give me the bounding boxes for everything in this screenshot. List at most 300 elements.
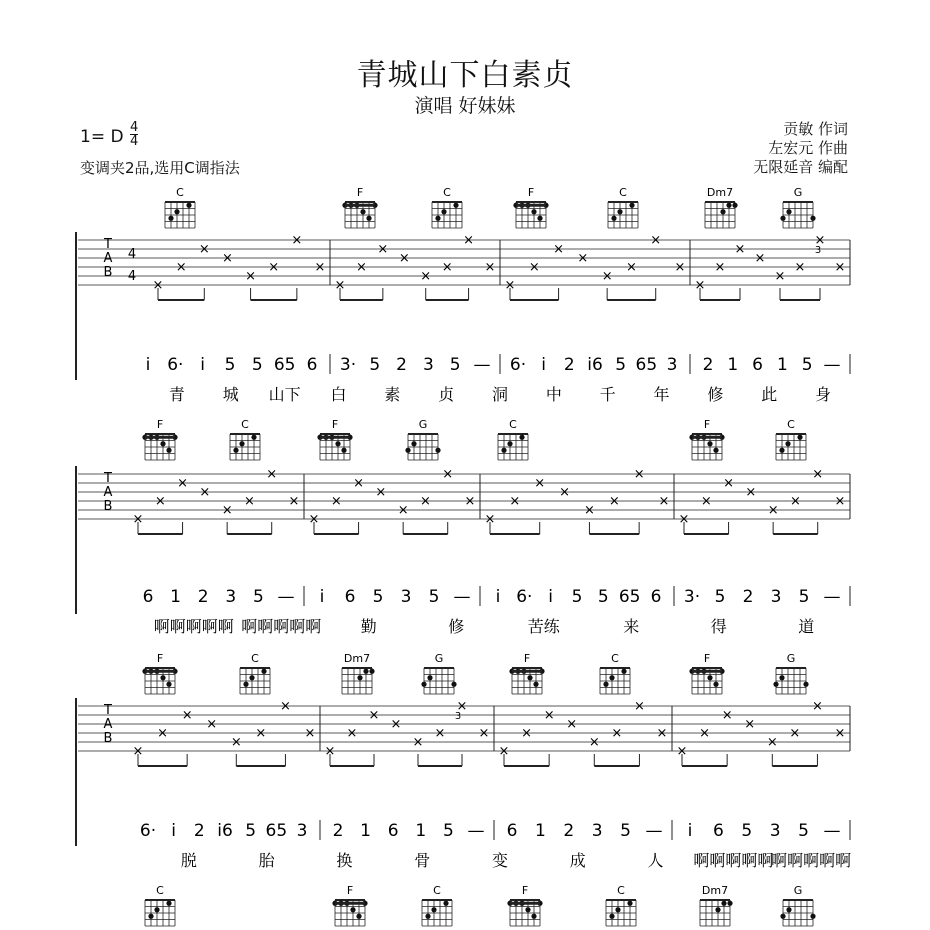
tab-note: × xyxy=(478,726,490,741)
tab-note: × xyxy=(521,726,533,741)
lyric-syllable: 变 xyxy=(491,851,509,870)
jianpu-note: 5 xyxy=(224,355,236,375)
tab-note: × xyxy=(553,242,565,257)
chord-dot xyxy=(720,209,725,214)
tab-note: × xyxy=(268,260,280,275)
chord-dot xyxy=(713,448,718,453)
chord-name: Dm7 xyxy=(706,186,734,199)
tab-note: × xyxy=(658,494,670,509)
tab-clef-letter: A xyxy=(103,717,113,732)
tab-note: × xyxy=(346,726,358,741)
tab-note: × xyxy=(175,260,187,275)
chord-name: F xyxy=(523,652,531,665)
chord-dot xyxy=(435,448,440,453)
chord-dot xyxy=(780,216,785,221)
chord-dot xyxy=(519,435,524,440)
song-subtitle: 演唱 好妹妹 xyxy=(414,95,516,117)
jianpu-note: — xyxy=(277,587,295,607)
jianpu-note: 5 xyxy=(741,821,753,841)
tab-note: × xyxy=(420,269,432,284)
chord-dot xyxy=(369,669,374,674)
jianpu-note: 6 xyxy=(506,821,518,841)
jianpu-note: 6· xyxy=(139,821,157,841)
chord-dot xyxy=(431,907,436,912)
tab-note: × xyxy=(398,251,410,266)
song-title: 青城山下白素贞 xyxy=(356,58,574,93)
chord-name: C xyxy=(617,884,625,897)
jianpu-note: 2 xyxy=(193,821,205,841)
jianpu-note: 3 xyxy=(769,821,781,841)
chord-dot xyxy=(797,435,802,440)
tab-note: × xyxy=(566,717,578,732)
chord-dot xyxy=(360,209,365,214)
tab-note: × xyxy=(377,242,389,257)
chord-name: C xyxy=(251,652,259,665)
chord-dot xyxy=(732,203,737,208)
chord-name: C xyxy=(433,884,441,897)
chord-dot xyxy=(168,216,173,221)
chord-dot xyxy=(779,448,784,453)
tab-note: × xyxy=(334,278,346,293)
chord-dot xyxy=(186,203,191,208)
chord-dot xyxy=(148,914,153,919)
tab-note: × xyxy=(330,494,342,509)
tab-note: × xyxy=(678,512,690,527)
tab-clef-letter: A xyxy=(103,251,113,266)
lyric-syllable: 啊啊啊啊啊 xyxy=(241,617,322,636)
chord-dot xyxy=(786,907,791,912)
chord-dot xyxy=(261,669,266,674)
chord-name: F xyxy=(346,884,354,897)
jianpu-note: 5 xyxy=(369,355,381,375)
chord-dot xyxy=(411,441,416,446)
chord-name: C xyxy=(611,652,619,665)
tab-note: × xyxy=(412,735,424,750)
tab-note: × xyxy=(509,494,521,509)
chord-dot xyxy=(609,675,614,680)
jianpu-note: 3 xyxy=(225,587,237,607)
chord-name: C xyxy=(787,418,795,431)
tab-note: × xyxy=(154,494,166,509)
tab-note: × xyxy=(583,503,595,518)
tab-note: × xyxy=(221,251,233,266)
tab-clef-letter: T xyxy=(104,237,112,252)
lyric-syllable: 年 xyxy=(653,385,670,404)
chord-name: Dm7 xyxy=(701,884,729,897)
tab-note: × xyxy=(789,726,801,741)
jianpu-note: 1 xyxy=(727,355,739,375)
jianpu-note: 2 xyxy=(563,821,575,841)
tab-note: × xyxy=(308,512,320,527)
jianpu-note: 5 xyxy=(801,355,813,375)
tab-note: × xyxy=(734,242,746,257)
lyric-syllable: 人 xyxy=(647,851,664,870)
tab-note: × xyxy=(419,494,431,509)
tab-note: × xyxy=(355,260,367,275)
chord-name: G xyxy=(434,652,444,665)
chord-dot xyxy=(363,669,368,674)
jianpu-note: 6· xyxy=(516,587,533,607)
chord-dot xyxy=(249,675,254,680)
tab-note: × xyxy=(199,485,211,500)
tab-note: × xyxy=(577,251,589,266)
tab-time-sig: 4 xyxy=(127,269,137,284)
chord-dot xyxy=(715,907,720,912)
tab-note: × xyxy=(266,467,278,482)
chord-name: G xyxy=(418,418,428,431)
tab-note: × xyxy=(132,512,144,527)
jianpu-note: 3· xyxy=(683,587,701,607)
chord-dot xyxy=(527,675,532,680)
chord-dot xyxy=(357,675,362,680)
tab-clef-letter: A xyxy=(103,485,113,500)
chord-dot xyxy=(154,907,159,912)
jianpu-note: i xyxy=(687,821,693,841)
jianpu-note: 6 xyxy=(650,587,662,607)
chord-dot xyxy=(609,914,614,919)
chord-dot xyxy=(627,901,632,906)
chord-dot xyxy=(537,216,542,221)
jianpu-note: 2 xyxy=(197,587,209,607)
chord-dot xyxy=(773,682,778,687)
tab-note: × xyxy=(314,260,326,275)
chord-name: F xyxy=(331,418,339,431)
tab-note: × xyxy=(694,278,706,293)
chord-name: F xyxy=(356,186,364,199)
tab-note: × xyxy=(279,699,291,714)
chord-dot xyxy=(174,209,179,214)
jianpu-note: 5 xyxy=(571,587,583,607)
lyric-syllable: 贞 xyxy=(438,385,455,404)
jianpu-note: 6 xyxy=(142,587,154,607)
jianpu-note: 65 xyxy=(265,821,288,841)
jianpu-note: 5 xyxy=(798,821,810,841)
jianpu-note: 1 xyxy=(415,821,427,841)
jianpu-note: — xyxy=(823,587,841,607)
jianpu-note: 5 xyxy=(714,587,726,607)
chord-dot xyxy=(533,682,538,687)
chord-dot xyxy=(427,675,432,680)
tab-note: × xyxy=(288,494,300,509)
tab-note: × xyxy=(723,476,735,491)
lyric-syllable: 千 xyxy=(599,385,616,404)
lyric-syllable: 青 xyxy=(168,385,185,404)
chord-dot xyxy=(251,435,256,440)
tab-note: × xyxy=(463,233,475,248)
tab-note: × xyxy=(676,744,688,759)
tab-clef-letter: B xyxy=(103,731,113,746)
chord-name: F xyxy=(156,652,164,665)
chord-dot xyxy=(727,901,732,906)
chord-dot xyxy=(435,216,440,221)
chord-dot xyxy=(356,914,361,919)
chord-dot xyxy=(713,682,718,687)
jianpu-note: 5 xyxy=(372,587,384,607)
tab-note: × xyxy=(812,467,824,482)
lyric-syllable: 换 xyxy=(336,851,353,870)
lyric-syllable: 来 xyxy=(623,617,640,636)
jianpu-note: 5 xyxy=(442,821,454,841)
jianpu-note: i xyxy=(541,355,547,375)
tab-note: × xyxy=(498,744,510,759)
jianpu-note: i6 xyxy=(587,355,603,375)
chord-dot xyxy=(425,914,430,919)
jianpu-note: 6· xyxy=(509,355,527,375)
tab-note: × xyxy=(221,503,233,518)
tab-note: × xyxy=(132,744,144,759)
chord-dot xyxy=(166,448,171,453)
jianpu-note: 3 xyxy=(296,821,308,841)
chord-dot xyxy=(707,675,712,680)
chord-dot xyxy=(525,907,530,912)
jianpu-note: 5 xyxy=(449,355,461,375)
tab-note: × xyxy=(198,242,210,257)
lyric-syllable: 道 xyxy=(798,617,815,636)
chord-dot xyxy=(166,682,171,687)
chord-name: F xyxy=(156,418,164,431)
chord-dot xyxy=(615,907,620,912)
jianpu-note: 6 xyxy=(387,821,399,841)
tab-note: × xyxy=(588,735,600,750)
tab-note: × xyxy=(601,269,613,284)
jianpu-note: 2 xyxy=(742,587,754,607)
jianpu-note: 2 xyxy=(702,355,714,375)
chord-name: F xyxy=(527,186,535,199)
tab-note: × xyxy=(611,726,623,741)
tab-note: × xyxy=(766,735,778,750)
tab-clef-letter: B xyxy=(103,265,113,280)
chord-dot xyxy=(166,901,171,906)
tab-note: × xyxy=(656,726,668,741)
chord-dot xyxy=(341,448,346,453)
tab-note: × xyxy=(181,708,193,723)
tab-note: × xyxy=(434,726,446,741)
lyric-syllable: 啊啊啊啊啊 xyxy=(153,617,234,636)
lyric-syllable: 身 xyxy=(815,385,832,404)
tab-clef-letter: B xyxy=(103,499,113,514)
tab-note: × xyxy=(625,260,637,275)
jianpu-note: i xyxy=(495,587,501,607)
jianpu-note: 6 xyxy=(752,355,764,375)
time-signature: $\frac{4}{4}$ xyxy=(130,120,139,149)
chord-dot xyxy=(611,216,616,221)
chord-name: G xyxy=(793,884,803,897)
jianpu-note: i xyxy=(171,821,177,841)
lyric-syllable: 此 xyxy=(761,385,778,404)
lyric-syllable: 啊啊啊啊啊 xyxy=(693,851,774,870)
tab-note: × xyxy=(441,260,453,275)
jianpu-note: 5 xyxy=(615,355,627,375)
chord-name: G xyxy=(793,186,803,199)
jianpu-note: — xyxy=(823,821,841,841)
tab-note: × xyxy=(243,494,255,509)
chord-name: F xyxy=(703,652,711,665)
jianpu-note: 2 xyxy=(563,355,575,375)
jianpu-note: 6· xyxy=(167,355,184,375)
chord-dot xyxy=(603,682,608,687)
tab-note: × xyxy=(789,494,801,509)
chord-name: F xyxy=(521,884,529,897)
chord-dot xyxy=(451,682,456,687)
chord-dot xyxy=(421,682,426,687)
chord-dot xyxy=(779,675,784,680)
tab-time-sig: 4 xyxy=(127,247,137,262)
lyric-syllable: 中 xyxy=(545,385,562,404)
jianpu-note: i xyxy=(200,355,206,375)
jianpu-note: 2 xyxy=(332,821,344,841)
capo-note: 变调夹2品,选用C调指法 xyxy=(80,159,240,177)
tab-note: × xyxy=(353,476,365,491)
jianpu-note: 3 xyxy=(422,355,434,375)
jianpu-note: 2 xyxy=(396,355,408,375)
chord-name: C xyxy=(156,884,164,897)
chord-dot xyxy=(803,682,808,687)
tab-note: × xyxy=(608,494,620,509)
lyric-syllable: 素 xyxy=(384,385,401,404)
tab-note: × xyxy=(534,476,546,491)
tab-fret-number: 3 xyxy=(814,245,822,256)
tab-note: × xyxy=(157,726,169,741)
tab-note: × xyxy=(814,233,826,248)
lyric-syllable: 城 xyxy=(222,385,239,404)
jianpu-note: 5 xyxy=(251,355,263,375)
tab-note: × xyxy=(304,726,316,741)
chord-dot xyxy=(160,675,165,680)
chord-dot xyxy=(810,914,815,919)
jianpu-note: 5 xyxy=(245,821,257,841)
chord-dot xyxy=(453,203,458,208)
tab-note: × xyxy=(744,717,756,732)
tab-clef-letter: T xyxy=(104,471,112,486)
tab-note: × xyxy=(397,503,409,518)
lyricist-credit: 贡敏 作词 xyxy=(783,120,848,138)
jianpu-note: 6 xyxy=(712,821,724,841)
tab-note: × xyxy=(206,717,218,732)
tab-note: × xyxy=(456,699,468,714)
jianpu-note: 5 xyxy=(597,587,609,607)
chord-dot xyxy=(785,441,790,446)
tab-note: × xyxy=(794,260,806,275)
chord-name: Dm7 xyxy=(343,652,371,665)
jianpu-note: 65 xyxy=(273,355,296,375)
lyric-syllable: 骨 xyxy=(414,851,431,870)
tab-note: × xyxy=(700,494,712,509)
chord-dot xyxy=(726,203,731,208)
chord-dot xyxy=(441,209,446,214)
tab-note: × xyxy=(674,260,686,275)
jianpu-note: 6 xyxy=(344,587,356,607)
jianpu-note: 65 xyxy=(635,355,658,375)
chord-name: C xyxy=(176,186,184,199)
jianpu-note: 1 xyxy=(534,821,546,841)
jianpu-note: i xyxy=(548,587,554,607)
tab-note: × xyxy=(255,726,267,741)
jianpu-note: 5 xyxy=(798,587,810,607)
tab-note: × xyxy=(230,735,242,750)
tab-note: × xyxy=(152,278,164,293)
tab-note: × xyxy=(375,485,387,500)
tab-note: × xyxy=(484,260,496,275)
jianpu-note: 1 xyxy=(776,355,788,375)
jianpu-note: 5 xyxy=(620,821,632,841)
jianpu-note: — xyxy=(453,587,471,607)
tab-note: × xyxy=(721,708,733,723)
jianpu-note: 3 xyxy=(400,587,412,607)
tab-note: × xyxy=(324,744,336,759)
jianpu-note: 65 xyxy=(618,587,641,607)
chord-dot xyxy=(810,216,815,221)
chord-dot xyxy=(617,209,622,214)
jianpu-note: — xyxy=(823,355,841,375)
chord-dot xyxy=(366,216,371,221)
tab-note: × xyxy=(177,476,189,491)
jianpu-note: 1 xyxy=(360,821,372,841)
jianpu-note: 3· xyxy=(339,355,357,375)
tab-note: × xyxy=(774,269,786,284)
jianpu-note: 6 xyxy=(306,355,318,375)
chord-dot xyxy=(501,448,506,453)
chord-dot xyxy=(335,441,340,446)
chord-dot xyxy=(780,914,785,919)
chord-dot xyxy=(507,441,512,446)
tab-clef-letter: T xyxy=(104,703,112,718)
chord-dot xyxy=(531,914,536,919)
tab-note: × xyxy=(528,260,540,275)
tab-note: × xyxy=(754,251,766,266)
tab-note: × xyxy=(811,699,823,714)
jianpu-note: i6 xyxy=(217,821,233,841)
chord-dot xyxy=(786,209,791,214)
tab-note: × xyxy=(834,494,846,509)
jianpu-note: — xyxy=(467,821,485,841)
tab-note: × xyxy=(633,467,645,482)
tab-note: × xyxy=(559,485,571,500)
jianpu-note: 3 xyxy=(770,587,782,607)
tab-note: × xyxy=(834,726,846,741)
lyric-syllable: 苦练 xyxy=(527,617,560,636)
jianpu-note: 5 xyxy=(428,587,440,607)
tab-note: × xyxy=(368,708,380,723)
key-signature: 1= D xyxy=(80,127,124,147)
lyric-syllable: 洞 xyxy=(491,385,509,404)
lyric-syllable: 白 xyxy=(330,385,347,404)
chord-dot xyxy=(721,901,726,906)
lyric-syllable: 脱 xyxy=(180,851,197,870)
tab-note: × xyxy=(767,503,779,518)
chord-dot xyxy=(531,209,536,214)
tab-note: × xyxy=(504,278,516,293)
lyric-syllable: 得 xyxy=(710,617,727,636)
jianpu-note: 5 xyxy=(252,587,264,607)
tab-note: × xyxy=(442,467,454,482)
chord-dot xyxy=(239,441,244,446)
tab-fret-number: 3 xyxy=(454,711,462,722)
jianpu-note: i xyxy=(145,355,151,375)
chord-dot xyxy=(443,901,448,906)
jianpu-note: — xyxy=(645,821,663,841)
chord-dot xyxy=(233,448,238,453)
tab-note: × xyxy=(543,708,555,723)
tab-note: × xyxy=(633,699,645,714)
chord-dot xyxy=(350,907,355,912)
lyric-syllable: 山下 xyxy=(268,385,301,404)
chord-name: G xyxy=(786,652,796,665)
jianpu-note: 3 xyxy=(591,821,603,841)
chord-dot xyxy=(629,203,634,208)
tab-note: × xyxy=(464,494,476,509)
lyric-syllable: 勤 xyxy=(360,617,377,636)
composer-credit: 左宏元 作曲 xyxy=(768,139,848,157)
